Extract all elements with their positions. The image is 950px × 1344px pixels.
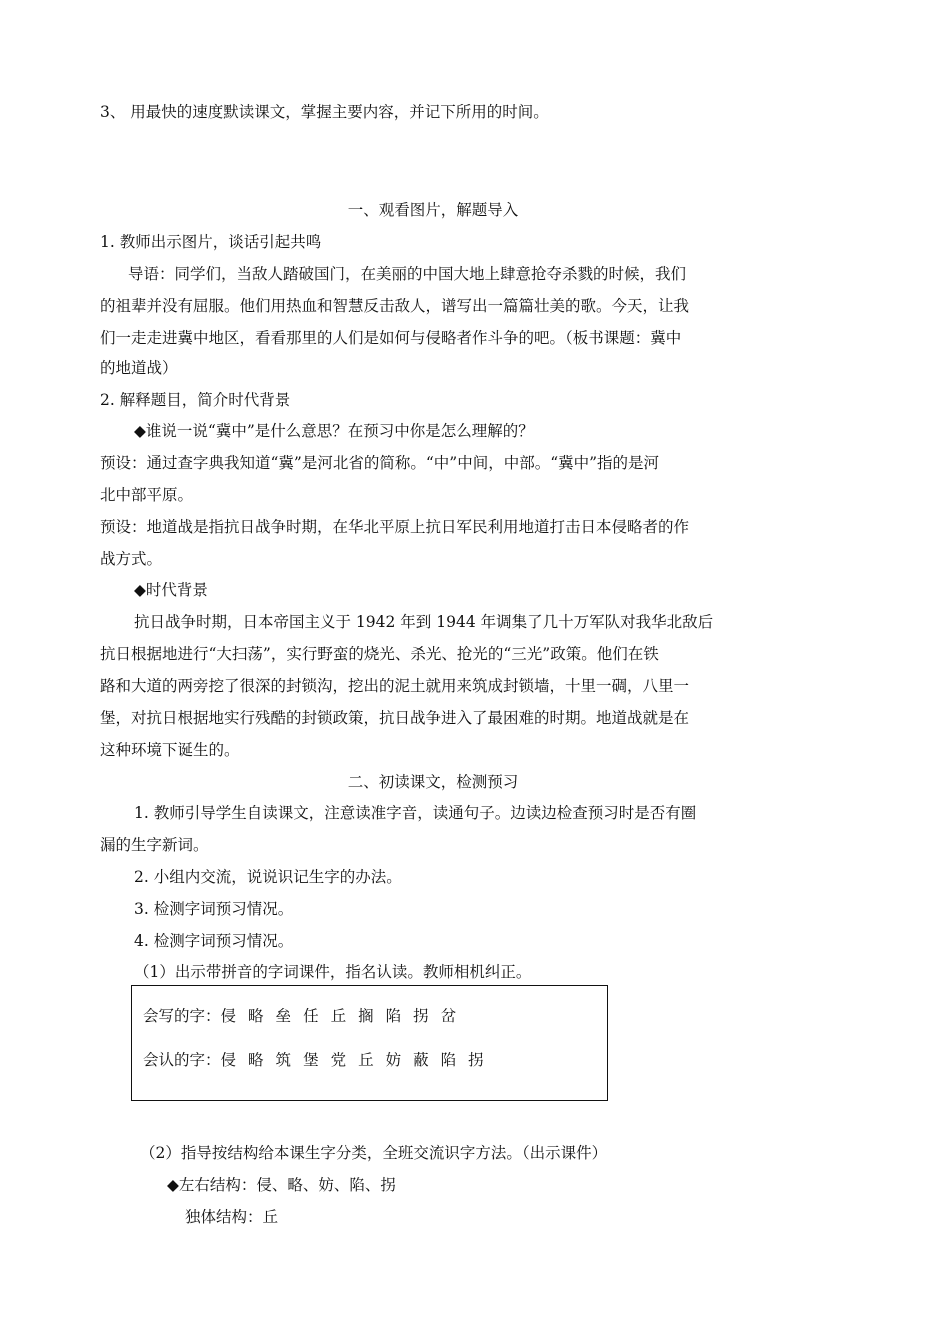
text-line: 2. 解释题目，简介时代背景 [100,391,291,409]
vocab-box [131,985,608,1101]
vocab-char: 拐 [413,1007,429,1025]
vocab-char: 侵 [220,1007,237,1025]
vocab-char: 堡 [303,1051,319,1069]
vocab-char: 略 [248,1051,264,1069]
vocab-char: 丘 [330,1007,347,1025]
vocab-char: 丘 [358,1051,374,1069]
text-line: （2）指导按结构给本课生字分类，全班交流识字方法。（出示课件） [140,1144,608,1162]
text-line: 1. 教师出示图片，谈话引起共鸣 [100,233,322,251]
text-line: 预设：地道战是指抗日战争时期，在华北平原上抗日军民利用地道打击日本侵略者的作 [100,518,690,536]
write-chars-label: 会写的字： [143,1007,221,1025]
text-line: 导语：同学们，当敌人踏破国门，在美丽的中国大地上肆意抢夺杀戮的时候，我们 [128,265,687,283]
vocab-char: 任 [303,1007,319,1025]
text-line: 路和大道的两旁挖了很深的封锁沟，挖出的泥土就用来筑成封锁墙，十里一碉，八里一 [100,677,690,695]
section-heading: 二、初读课文，检测预习 [347,773,519,791]
text-line: ◆时代背景 [134,581,208,599]
vocab-char: 搁 [358,1007,374,1025]
text-line: 3、 用最快的速度默读课文，掌握主要内容，并记下所用的时间。 [100,103,549,121]
text-line: 抗日根据地进行“大扫荡”，实行野蛮的烧光、杀光、抢光的“三光”政策。他们在铁 [100,645,659,663]
write-chars-row [143,1006,468,1026]
vocab-char: 垒 [275,1007,292,1025]
vocab-char: 侵 [220,1051,237,1069]
text-line: 3. 检测字词预习情况。 [134,900,294,918]
text-line: 抗日战争时期，日本帝国主义于 1942 年到 1944 年调集了几十万军队对我华北敌后 [134,613,714,631]
vocab-char: 略 [248,1007,264,1025]
read-chars-label: 会认的字： [143,1051,221,1069]
text-line: 北中部平原。 [100,486,194,504]
text-line: 1. 教师引导学生自读课文，注意读准字音，读通句子。边读边检查预习时是否有圈 [134,804,697,822]
vocab-char: 党 [330,1051,347,1069]
text-line: 这种环境下诞生的。 [100,741,240,759]
text-line: 们一走走进冀中地区，看看那里的人们是如何与侵略者作斗争的吧。（板书课题：冀中 [100,329,682,347]
vocab-char: 拐 [468,1051,484,1069]
text-line: ◆左右结构：侵、略、妨、陷、拐 [167,1176,396,1194]
vocab-char: 陷 [385,1007,402,1025]
text-line: 4. 检测字词预习情况。 [134,932,294,950]
text-line: 的祖辈并没有屈服。他们用热血和智慧反击敌人，谱写出一篇篇壮美的歌。今天，让我 [100,297,690,315]
text-line: 的地道战） [100,359,178,377]
vocab-char: 妨 [385,1051,402,1069]
text-line: （1）出示带拼音的字词课件，指名认读。教师相机纠正。 [134,963,532,981]
vocab-char: 筑 [275,1051,292,1069]
text-line: 独体结构：丘 [185,1208,279,1226]
text-line: 漏的生字新词。 [100,836,209,854]
text-line: 预设：通过查字典我知道“冀”是河北省的简称。“中”中间，中部。“冀中”指的是河 [100,454,660,472]
vocab-char: 蔽 [413,1051,429,1069]
text-line: ◆谁说一说“冀中”是什么意思？在预习中你是怎么理解的？ [134,422,534,440]
vocab-char: 陷 [440,1051,457,1069]
vocab-char: 岔 [440,1007,457,1025]
section-heading: 一、观看图片，解题导入 [347,201,519,219]
text-line: 2. 小组内交流，说说识记生字的办法。 [134,868,402,886]
text-line: 战方式。 [100,550,163,568]
read-chars-row [143,1050,496,1070]
text-line: 堡，对抗日根据地实行残酷的封锁政策，抗日战争进入了最困难的时期。地道战就是在 [100,709,690,727]
